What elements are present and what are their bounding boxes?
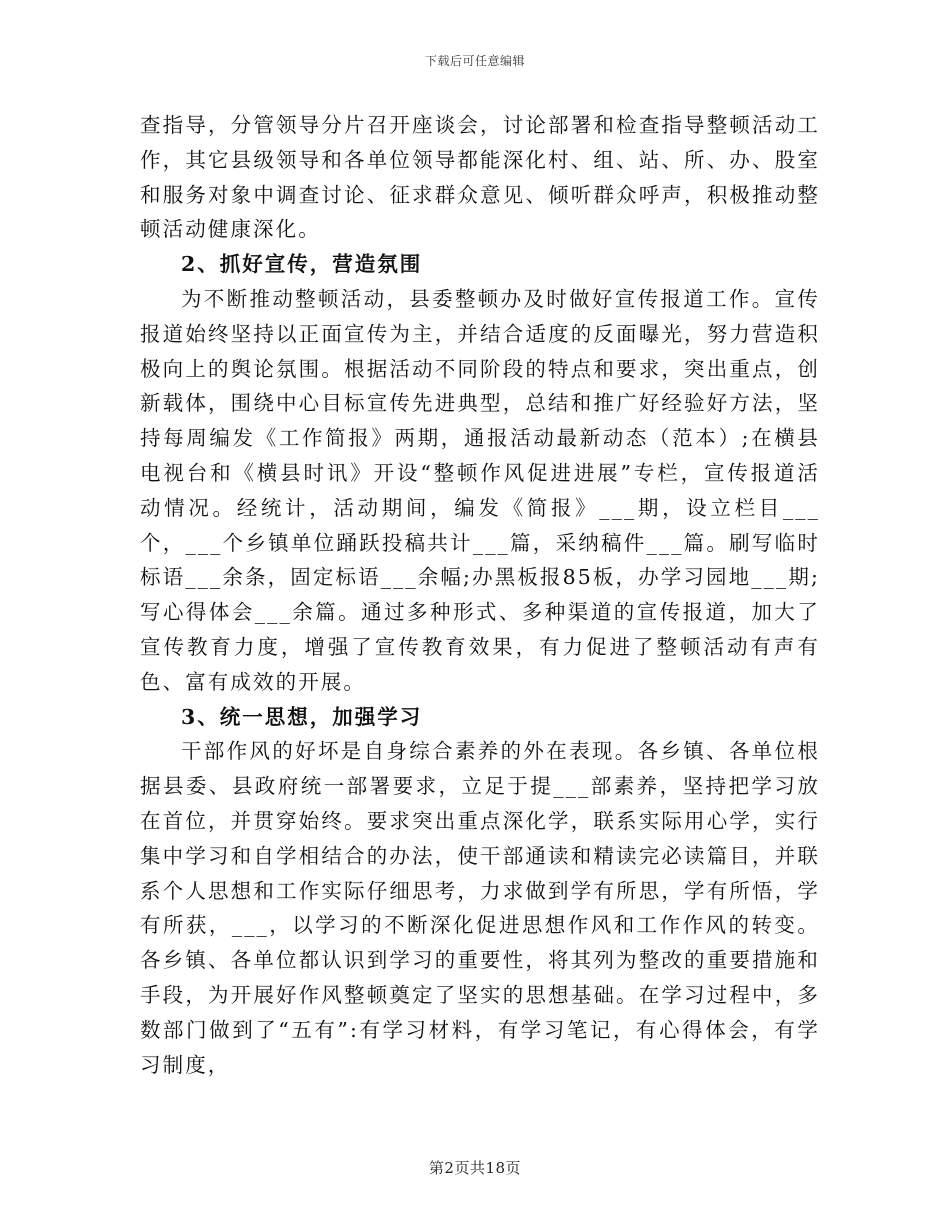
page-number-footer: 第2页共18页: [428, 1159, 522, 1177]
section-heading-study: 3、统一思想，加强学习: [181, 704, 423, 729]
page-header: 下载后可任意编辑: [424, 54, 525, 68]
paragraph-publicity: 为不断推动整顿活动，县委整顿办及时做好宣传报道工作。宣传报道始终坚持以正面宣传为主，并结合适度的反面曝光，努力营造积极向上的舆论氛围。根据活动不同阶段的特点和要求，突出重点，创新载体，围绕中心目标宣传先进典型，总结和推广好经验好方法，坚持每周编发《工作简报》两期，通报活动最新动态（范本）;在横县电视台和《横县时讯》开设“整顿作风促进进展”专栏，宣传报道活动情况。经统计，活动期间，编发《简报》___期，设立栏目___个，___个乡镇单位踊跃投稿共计___篇，采纳稿件___篇。刷写临时标语___余条，固定标语___余幅;办黑板报85板，办学习园地___期;写心得体会___余篇。通过多种形式、多种渠道的宣传报道，加大了宣传教育力度，增强了宣传教育效果，有力促进了整顿活动有声有色、富有成效的开展。: [140, 286, 820, 694]
paragraph-study: 干部作风的好坏是自身综合素养的外在表现。各乡镇、各单位根据县委、县政府统一部署要求，立足于提___部素养，坚持把学习放在首位，并贯穿始终。要求突出重点深化学，联系实际用心学，实行集中学习和自学相结合的办法，使干部通读和精读完必读篇目，并联系个人思想和工作实际仔细思考，力求做到学有所思，学有所悟，学有所获，___，以学习的不断深化促进思想作风和工作作风的转变。各乡镇、各单位都认识到学习的重要性，将其列为整改的重要措施和手段，为开展好作风整顿奠定了坚实的思想基础。在学习过程中，多数部门做到了“五有”:有学习材料，有学习笔记，有心得体会，有学习制度，: [140, 739, 820, 1077]
document-body: [140, 108, 820, 1082]
paragraph-continuation: 查指导，分管领导分片召开座谈会，讨论部署和检查指导整顿活动工作，其它县级领导和各单位领导都能深化村、组、站、所、办、股室和服务对象中调查讨论、征求群众意见、倾听群众呼声，积极推动整顿活动健康深化。: [140, 113, 820, 242]
section-heading-publicity: 2、抓好宣传，营造氛围: [181, 252, 423, 277]
